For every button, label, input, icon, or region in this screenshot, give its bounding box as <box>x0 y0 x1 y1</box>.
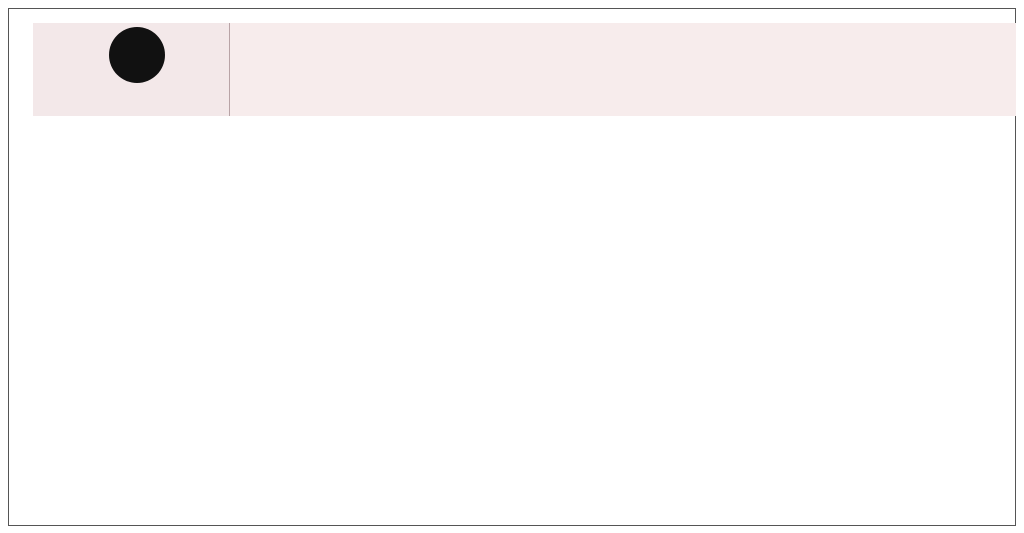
logo-area <box>33 23 230 116</box>
logo <box>109 27 165 83</box>
header-block <box>8 23 1016 116</box>
title-area <box>230 23 1016 116</box>
